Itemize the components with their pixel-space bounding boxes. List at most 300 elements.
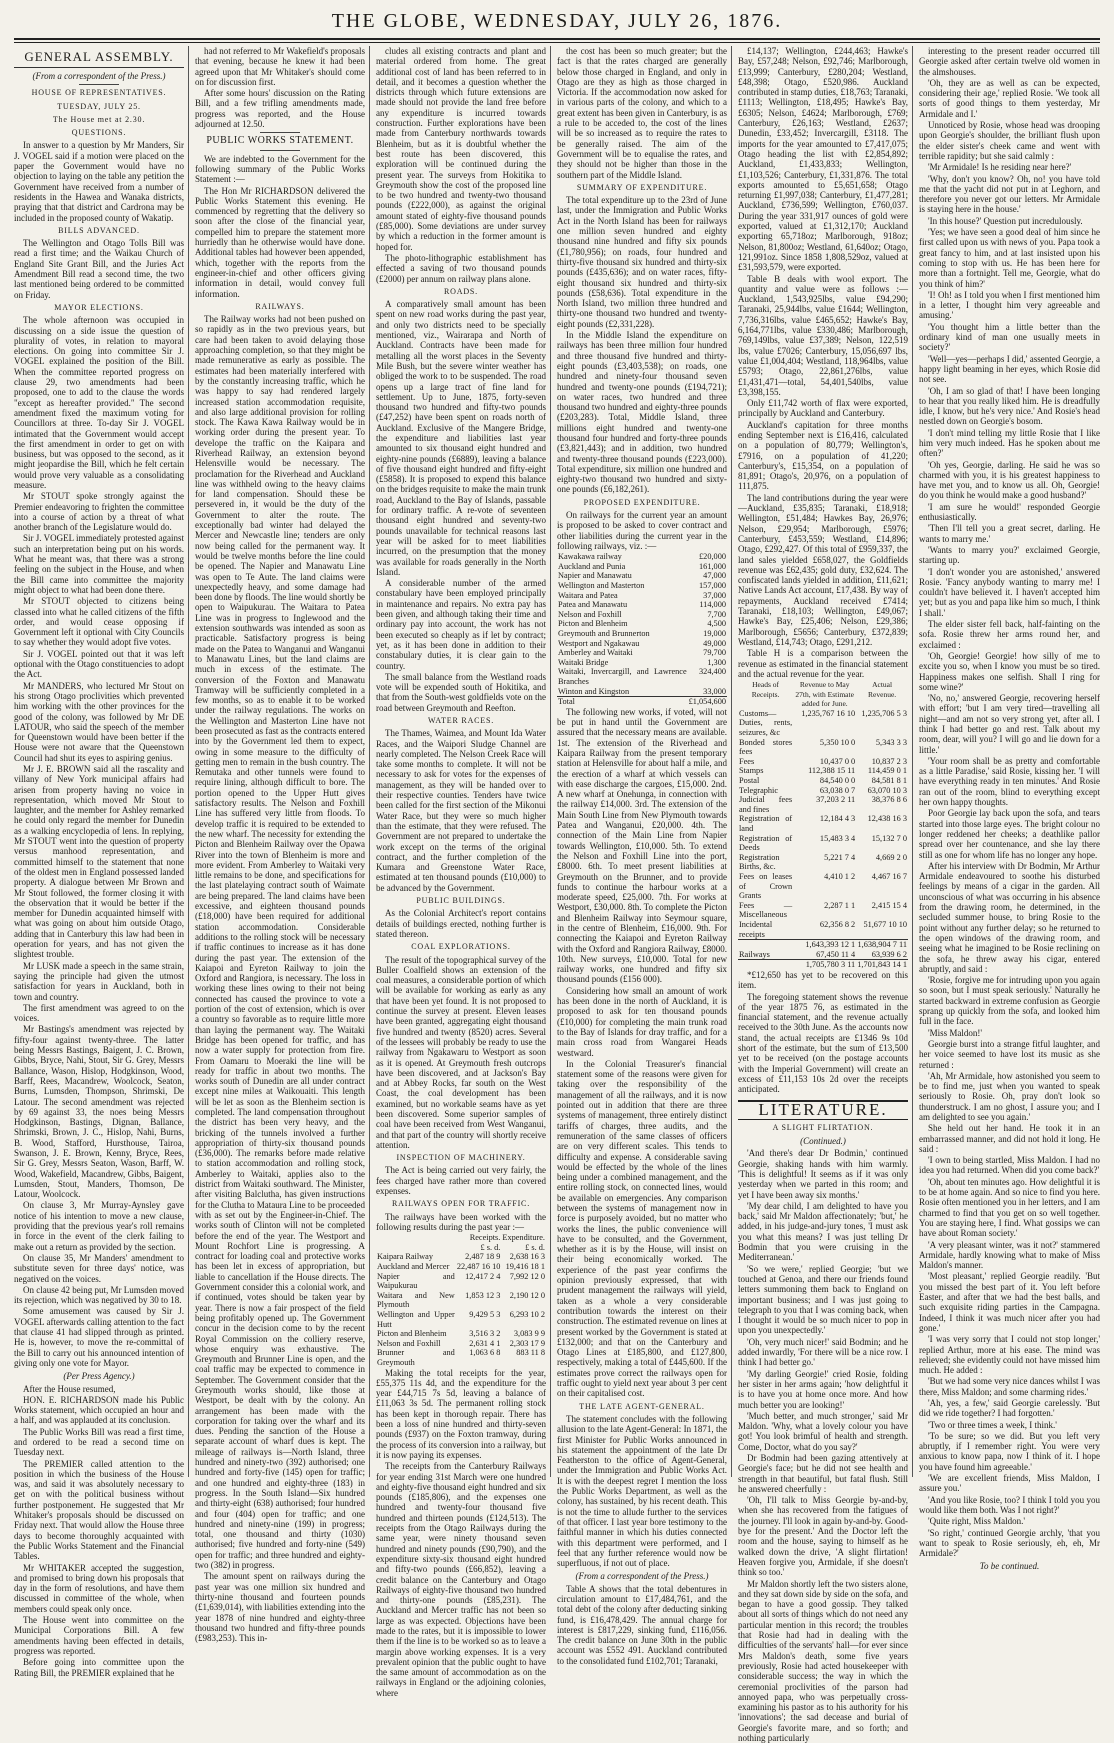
paragraph: Table B deals with wool export. The quantity and value were as follows :—Auckland, 1,543,925lbs, value £94,290; Taranaki, 25,944lbs, value £1644; Wellington, 7,736,316lbs, value £465,652; Hawke's Bay, 6,164,771lbs, value £330,486; Marlborough, 769,149lbs, value £37,389; Nelson, 122,519 lbs, value £7026; Canterbury, 15,056,697 lbs, value £1,004,404; Westland, 118,964lbs, value £5793; Otago, 22,861,276lbs, value £1,431,471—total, 54,401,540lbs, value £3,398,155. (738, 273, 908, 397)
table-cell: Patea and Manawatu (558, 600, 628, 610)
table-cell: Winton and Kingston (558, 686, 630, 696)
table-cell: 2,638 16 3 (509, 1252, 545, 1262)
paragraph: 'I am sure he would!' responded Georgie enthusiastically. (919, 501, 1100, 523)
masthead-title: THE GLOBE, WEDNESDAY, JULY 26, 1876. (331, 10, 783, 32)
table-row (738, 872, 908, 901)
table-row (738, 834, 908, 853)
paragraph: Mr Maldon shortly left the two sisters alone, and they sat down side by side on the sofa, and began to have a good gossip. They talked about all sorts of things which do not need any particular mention in this record; the troubles that Rosie had had in dealing with the difficulties of the servants' hall—for ever since Mrs Maldon's death, some five years previously, Rosie had acted housekeeper with considerable success; the way in which the ceremonial proclivities of the parson had annoyed papa, who was perpetually cross-examining his pastor as to his authority for his 'innovations'; the sad decease and burial of Georgie's favorite mare, and so forth; and nothing particularly (738, 1578, 908, 1743)
paragraph: Poor Georgie lay back upon the sofa, and tears started into those large eyes. The bright colour no longer reddened her cheeks; a deathlike pallor spread over her countenance, and she lay there still as one for whom life has no longer any hope. (919, 808, 1100, 860)
table-cell: Total (557, 697, 688, 707)
table-cell: 2,287 1 1 (824, 900, 856, 910)
separator (260, 132, 300, 133)
paragraph: 'Yes; we have seen a good deal of him since he first called upon us with news of you. Papa took a great fancy to him, and at last insisted upon his coming to stop with us. He has been here for more than a fortnight. Tell me, Georgie, what do you think of him?' (919, 227, 1100, 289)
sub-heading: PROPOSED EXPENDITURE. (583, 497, 701, 507)
table-cell: £20,000 (699, 552, 726, 562)
paragraph: 'Well—yes—perhaps I did,' assented Georgie, a happy light beaming in her eyes, which Rosie did not see. (919, 353, 1100, 385)
paragraph: Mr STOUT objected to citizens being classed into what he called citizens of the fifth order, and would cease opposing if Government left it optional with City Councils to say whether they would adopt five votes. (14, 596, 184, 648)
paragraph: 'Two or three times a week, I think.' (928, 1419, 1057, 1430)
table-row (557, 600, 727, 610)
paragraph: After some hours' discussion on the Rating Bill, and a few trifling amendments made, progress was reported, and the House adjourned at 12.50. (195, 88, 365, 130)
sub-heading: THE LATE AGENT-GENERAL. (579, 1401, 705, 1411)
paragraph: Dr Bodmin had been gazing attentively at Georgie's face; but he did not see health and strength in that beautiful, but fatal flush. Still he answered cheerfully : (738, 1452, 908, 1494)
table-cell: Westport and Ngakawau (558, 638, 640, 648)
paragraph: 'And you like Rosie, too? I think I told you you would like them both. Was I not right?' (919, 1494, 1100, 1515)
source-line: (From a correspondent of the Press.) (575, 1571, 709, 1582)
paragraph: 'Quite right, Miss Maldon.' (928, 1516, 1025, 1527)
table-cell: Registration Births, &c. (739, 852, 780, 872)
paragraph: The receipts from the Canterbury Railways for year ending 31st March were one hundred and eighty-five thousand eight hundred and six pounds (£185,806), and the expenses one hundred and twenty-four thousand five hundred and thirteen pounds (£124,513). The receipts from the Otago Railways during the same year, were ninety thousand seven hundred and ninety pounds (£90,790), and the expenditure sixty-six thousand eight hundred and fifty-two pounds (£66,852), leaving a credit balance on the Canterbury and Otago Railways of eighty-five thousand two hundred and thirty-one pounds (£85,231). The Auckland and Mercer traffic has not been so large as was expected. Objections have been made to the rates, but it is impossible to lower them if the line is to be worked so as to leave a margin above working expenses. It is a very prevalent opinion that the public ought to have the same amount of accommodation as on the railways in England or the adjoining colonies, where (376, 1461, 546, 1698)
table-cell: 5,343 3 3 (875, 737, 907, 747)
paragraph: 'Your room shall be as pretty and comfortable as a little Paradise,' said Rosie, kissing her. 'I will have everything ready in ten minutes.' And Rosie ran out of the room, blind to everything except her own happy thoughts. (919, 755, 1100, 808)
table-cell: Amberley and Waitaki (558, 648, 633, 658)
paragraph: 'Mr Armidale! Is he residing near here?' (928, 162, 1072, 173)
table-cell: Incidental receipts (739, 919, 773, 939)
column-4 (557, 46, 727, 1666)
table-cell: Judicial fees and fines (739, 795, 793, 814)
date-line: TUESDAY, JULY 25. (57, 101, 141, 111)
sub-heading: BILLS ADVANCED. (58, 225, 140, 235)
table-cell: 79,700 (703, 648, 726, 658)
paragraph: Considering how small an amount of work has been done in the north of Auckland, it is proposed to ask for ten thousand pounds (£10,000) for completing the main trunk road to the Bay of Islands for dray traffic, and for a main cross road from Wangarei Heads westward. (557, 985, 727, 1058)
paragraph: She held out her hand. He took it in an embarrassed manner, and did not hold it long. He said : (919, 1123, 1100, 1154)
table-cell: 51,677 10 10 (863, 919, 907, 929)
paragraph: 'We are excellent friends, Miss Maldon, I assure you.' (919, 1473, 1100, 1494)
sub-heading: RAILWAYS. (255, 301, 305, 311)
table-row (557, 571, 727, 581)
table-row (557, 610, 727, 620)
paragraph: In answer to a question by Mr Manders, Sir J. VOGEL said if a motion were placed on the paper the Government would have no objection to laying on the table any petition the Government have received from a number of residents in the Hawea and Wanaka districts, praying that that district and Cardrona may be included in the proposed county of Wakatip. (14, 140, 184, 223)
column-3 (376, 46, 546, 1698)
paragraph: The Railway works had not been pushed on so rapidly as in the two previous years, but care had been taken to avoid delaying those approaching completion, so that they might be made remunerative as early as possible. The estimates had been materially interfered with by the constantly increasing traffic, which he was happy to say had rendered largely increased station accommodation requisite, and also large additional provision for rolling stock. The Kawa Kawa Railway would be in working order during the present year. To develope the traffic on the Kaipara and Riverhead Railway, an extension beyond Helensville would be necessary. The proclamation for the Riverhead and Auckland line was withheld owing to the heavy claims for land compensation. Should these be persevered in, it would be the duty of the Government to alter the route. The exceptionally bad winter had delayed the Mercer and Newcastle line; tenders are only now being called for the permanent way. It would be twelve months before the line could be opened. The Napier and Manawatu Line was open to Te Aute. The land claims were unexpectedly heavy, and some damage had been done by floods. The line would shortly be open to Waipukurau. The Waitara to Patea Line was in progress to Inglewood and the extension southwards was intended as soon as practicable. Satisfactory progress is being made on the Patea to Wanganui and Wanganui to Manawatu Lines, but the land claims are much in excess of the estimate. The conversion of the Foxton and Manawatu Tramway will be sufficiently completed in a few months, so as to enable it to be worked under the railway regulations. The works on the Wellington and Masterton Line have not been prosecuted as fast as the contracts entered into by the Government led them to expect, owing in some measure to the difficulty of getting men to remain in the bush country. The Remutaka and other tunnels were found to require lining, although difficult to bore. The portion opened to the Upper Hutt gives satisfactory results. The Nelson and Foxhill Line has suffered very little from floods. To develop traffic it is required to be extended to the new wharf. The necessity for extending the Picton and Blenheim Railway over the Opawa River into the town of Blenheim is more and more evident. From Amberley to Waitaki very little remains to be done, and specifications for the last platelaying contract south of Waimate are being prepared. The land claims have been excessive, and eighteen thousand pounds (£18,000) have been required for additional station accommodation. Considerable additions to the rolling stock will be necessary if traffic continues to increase as it has done during the past year. The extension of the Kaiapoi and Eyreton Railway to join the Oxford and Rangiora, is necessary. The loss in working these lines owing to their not being connected has caused the province to vote a portion of the cost of extension, which is over a country so favorable as to require little more than laying the permanent way. The Waitaki Bridge has been opened for traffic, and has now a water supply for protection from fire. From Oamaru to Moeraki the line will be ready for traffic in about two months. The works south of Dunedin are all under contract except nine miles at Waikouaiti. This length will be let as soon as the Blenheim section is completed. The land compensation throughout the district has been very heavy, and the bricking of the tunnels involved a further appropriation of thirty-six thousand pounds (£36,000). The remarks before made relative to station accommodation and rolling stock, Amberley to Waitaki, applies also to the district from Waitaki southward. The Minister, after visiting Balclutha, has given instructions for the Clutha to Mataura Line to be proceeded with as set out by the Engineer-in-Chief. The works south of Clinton will not be completed before the end of the year. The Westport and Mount Rochfort Line is progressing. A contract for loading coal and protective works has been let in excess of appropriation, but liable to cancellation if the House directs. The Government consider this a colonial work, and if continued, votes should be taken year by year. There is now a fair prospect of the field being profitably opened up. The Government concur in the decision come to by the recent Royal Commission on the colliery reserve, whose enquiry was exhaustive. The Greymouth and Brunner Line is open, and the coal traffic may be expected to commence in September. The Government consider that the Greymouth works should, like those at Westport, be dealt with by the colony. An arrangement has been made with the corporation for taking over the wharf and its dues. Pending the sanction of the House a separate account of wharf dues is kept. The mileage of railways is—North Island, three hundred and ninety-two (392) authorised; one hundred and forty-five (145) open for traffic; and one hundred and eighty-three (183) in progress. In the South Island—Six hundred and thirty-eight (638) authorised; four hundred and four (404) open for traffic; and one hundred and ninety-nine (199) in progress; total, one thousand and thirty (1030) authorised; five hundred and forty-nine (549) open for traffic; and three hundred and eighty-two (382) in progress. (195, 314, 365, 1571)
paragraph: 'I was very sorry that I could not stop longer,' replied Arthur, more at his ease. The mind was relieved; she evidently could not have missed him much. He added : (919, 1334, 1100, 1376)
paragraph: interesting to the present reader occurred till Georgie asked after certain twelve old women in the almshouses. (919, 46, 1100, 77)
paragraph: A comparatively small amount has been spent on new road works during the past year, and only two districts need to be specially mentioned, viz., Wairarapa and North of Auckland. Contracts have been made for metalling all the worst places in the Seventy Mile Bush, but the severe winter weather has obliged the work to to be suspended. The road opens up a large tract of fine land for settlement. Up to June, 1875, forty-seven thousand two hundred and fifty-two pounds (£47,252) have been spent on roads north of Auckland. Exclusive of the Mangere Bridge, the expenditure and liabilities last year amounted to six thousand eight hundred and eighty-nine pounds (£6889), leaving a balance of five thousand eight hundred and fifty-eight (£5858). It is proposed to expend this balance on the bridges requisite to make the main trunk road, Auckland to the Bay of Islands, passable for ordinary traffic. A re-vote of seventeen thousand eight hundred and seventy-two pounds unavailable for technical reasons last year will be asked for to meet liabilities incurred, on the presumption that the money was available for roads generally in the North Island. (376, 299, 546, 577)
revenue-table (738, 680, 908, 970)
table-total-row (738, 940, 908, 950)
paragraph: 'I own to being startled, Miss Maldon. I had no idea you had returned. When did you come back?' (919, 1155, 1100, 1176)
paragraph: The Public Works Bill was read a first time, and ordered to be read a second time on Tuesday next. (14, 1426, 184, 1458)
table-cell: 63,939 6 2 (871, 949, 907, 959)
table-row (557, 687, 727, 697)
table-header: Heads of Receipts. (751, 680, 780, 699)
paragraph: Sir J. VOGEL immediately protested against such an interpretation being put on his words. What he meant was, that there was a strong feeling on the subject in the House, and when the Bill came into committee the majority might object to what had been done there. (14, 533, 184, 595)
table-cell: 2,190 12 0 (509, 1290, 545, 1300)
paragraph: 'Ah, Mr Armidale, how astonished you seem to be to find me, just when you wanted to speak seriously to Rosie. Oh, pray don't look so thunderstruck. I am no ghost, I assure you; and I am delighted to see you again.' (919, 1070, 1100, 1122)
table-row (376, 1339, 546, 1349)
table-cell: Stamps (739, 766, 764, 776)
table-cell: 4,467 16 7 (871, 871, 907, 881)
sub-heading: HOUSE OF REPRESENTATIVES. (31, 88, 167, 98)
paragraph: Table A shows that the total debentures in circulation amount to £17,484,761, and the total debt of the colony after deducting sinking fund, is £16,478,429. The annual charge for interest is £817,229, sinking fund, £116,056. The credit balance on June 30th in the public account was £552 491. Auckland contributed to the consolidated fund £102,701; Taranaki, (557, 1583, 727, 1666)
table-cell: 19,000 (703, 629, 726, 638)
paragraph: Mr J. E. BROWN said all the rascality and villany of New York municipal affairs had arisen from property having no voice in representation, which moved Mr Stout to laughter, and the member for Ashley remarked he could only regard the member for Dunedin as a walking encyclopedia of lens. In replying, Mr STOUT went into the question of property versus manhood representation, and committed himself to the statement that none of the oldest men in England possessed landed property. A dialogue between Mr Brown and Mr Stout followed, the former closing it with the observation that it would be better if the member for Dunedin acquainted himself with what was going on about him outside Otago, adding that in Canterbury this law had been in operation for years, and has not given the slightest trouble. (14, 764, 184, 960)
table-cell: 3,516 3 2 (469, 1329, 501, 1339)
table-subheader: £ s. d. (480, 1242, 501, 1252)
table-cell: 1,063 6 8 (469, 1348, 501, 1358)
paragraph: 'So we were,' replied Georgie; 'but we touched at Genoa, and there our friends found letters summoning them back to England on important business; and I was just going to telegraph to you that I was coming back, when I thought it would be so much nicer to pop in upon you unexpectedly.' (738, 1263, 908, 1336)
paragraph: 'Why, don't you know? Oh, no! you have told me that the yacht did not put in at Leghorn, and therefore you never got our letters. Mr Armidale is staying here in the house.' (919, 173, 1100, 215)
paragraph: £14,137; Wellington, £244,463; Hawke's Bay, £57,248; Nelson, £92,746; Marlborough, £13,999; Canterbury, £280,204; Westland, £48,398; Otago, £520,986. Auckland contributed in stamp duties, £18,763; Taranaki, £1113; Wellington, £18,495; Hawke's Bay, £6305; Nelson, £4624; Marlborough, £769; Canterbury, £26,163; Westland, £2637; Dunedin, £33,452; Invercargill, £3118. The imports for the year amounted to £7,417,075; Otago heading the list with £2,854,892; Auckland, £1,433,833; Wellington, £1,103,526; Canterbury, £1,331,876. The total exports amounted to £5,651,658; Otago returning £1,997,038; Canterbury, £1,477,281; Auckland, £736,599; Wellington, £760,037. During the year 331,917 ounces of gold were exported, valued at £1,312,170; Auckland exporting 65,718oz; Marlborough, 918oz; Nelson, 81,800oz; Westland, 61,640oz; Otago, 121,991oz. Since 1858 1,808,529oz, valued at £31,593,579, were exported. (738, 46, 908, 273)
paragraph: 'No, no,' answered Georgie, recovering herself with effort; 'but I am very tired—travelling all night—and am not so very strong yet, after all. I think I had better go and rest. Talk about my room, dear, will you? I will go and lie down for a little.' (919, 693, 1100, 755)
table-cell: 1,235,706 5 3 (861, 708, 907, 718)
table-cell: 1,235,767 16 10 (801, 708, 856, 718)
table-cell: 15,132 7 0 (871, 833, 907, 843)
table-header: Revenue to May 27th, with Estimate added for June. (795, 680, 854, 709)
source-line: (From a correspondent of the Press.) (32, 71, 166, 81)
table-cell: 49,000 (703, 638, 726, 648)
table-cell: Wellington and Masterton (558, 581, 645, 591)
table-cell: Kaipara Railway (377, 1252, 433, 1262)
paragraph: 'In this house?' Question put incredulously. (928, 215, 1083, 226)
table-cell: 114,000 (699, 600, 726, 610)
paragraph: We are indebted to the Government for the following summary of the Public Works Statement :— (195, 153, 365, 185)
literature-heading: LITERATURE. (738, 1100, 908, 1119)
table-row (557, 648, 727, 658)
table-cell: 1,643,393 12 1 (793, 940, 856, 950)
paragraph: After his interview with Dr Bodmin, Mr Arthur Armidale endeavoured to soothe his disturbed feelings by means of a cigar in the garden. All unconscious of what was occurring in his absence from the drawing room, he determined, in the secluded summer house, to bring Rosie to the point without any further delay; so he returned to the open windows of the drawing room, and seeing what he imagined to be Rosie reclining on the sofa, he threw away his cigar, entered abruptly, and said : (919, 860, 1100, 974)
paragraph: 'You thought him a little better than the ordinary kind of man one usually meets in society?' (919, 321, 1100, 353)
table-cell: 5,221 7 4 (824, 852, 856, 862)
paragraph: 'Wants to marry you?' exclaimed Georgie, starting up. (919, 544, 1100, 566)
paragraph: 'My dear child, I am delighted to have you back,' said Mr Maldon affectionately; 'but,' he added, in his judge-and-jury tones, 'I must ask you what this means? I was just telling Dr Bodmin that you were cruising in the Mediterranean.' (738, 1200, 908, 1263)
paragraph: 'Oh, I am so glad of that! I have been longing to hear that you really liked him. He is dreadfully idle, I know, but he's very nice.' And Rosie's head nestled down on Georgie's bosom. (919, 385, 1100, 427)
table-cell: 38,376 8 6 (871, 795, 907, 805)
table-cell: 4,410 1 2 (824, 871, 856, 881)
paragraph: cludes all existing contracts and plant and material ordered from home. The great additional cost of land has been referred to in detail, and it becomes a question whether the districts through which future extensions are made should not provide the land free before any expenditure is incurred towards construction. Further explorations have been made from Canterbury northwards towards Blenheim, but as it is doubtful whether the best route has been discovered, this exploration will be continued during the present year. The surveys from Hokitika to Greymouth show the cost of the proposed line to be two hundred and twenty-two thousand pounds (£222,000), as against the original amount stated of eighty-five thousand pounds (£85,000). Some deviations are under survey by which a reduction in the former amount is hoped for. (376, 46, 546, 252)
paragraph: Mr MANDERS, who lectured Mr Stout on his strong Otago proclivities which prevented him working with the other provinces for the good of the colony, was followed by Mr DE LATOUR, who said the speech of the member for Queenstown would have been better if the House were not aware that the Queenstown Council had shut its eyes to aspiring genius. (14, 680, 184, 763)
table-cell: 324,400 (699, 667, 726, 677)
paragraph: The result of the topographical survey of the Buller Coalfield shows an extension of the coal measures, a considerable portion of which will be available for working as early as any that have been yet found. It is not proposed to continue the survey at present. Eleven leases have been granted, aggregating eight thousand five hundred and twenty (8520) acres. Several of the lessees will probably be ready to use the railway from Ngakawaru to Westport as soon as it is opened. At Greymouth fresh outcrops have been discovered, and at Jackson's Bay and at Abbey Rocks, far south on the West Coast, the coal development has been examined, but no workable seams have as yet been discovered. Some superior samples of coal have been received from West Wanganui, and that part of the country will shortly receive attention. (376, 954, 546, 1150)
paragraph: Mr Bastings's amendment was rejected by fifty-four against twenty-three. The latter being Messrs Bastings, Baigent, J. C. Brown, Gibbs, Bryce, Nahi, Stout, Sir G. Grey, Messrs Ballance, Wason, Hislop, Hodgkinson, Wood, Barff, Rees, Macandrew, Woolcock, Seaton, Burns, Lumsden, Thompson, Shrimski, De Latour. The second amendment was rejected by 69 against 33, the noes being Messrs Hodgkinson, Bastings, Dignan, Ballance, Shrimski, Brown, J. C., Hislop, Nahi, Burns, B. Wood, Stafford, Hursthouse, Tairoa, Swanson, J. E. Brown, Kenny, Bryce, Rees, Sir G. Grey, Messrs Seaton, Wason, Barff, W. Wood, Wakefield, Macandrew, Gibbs, Baigent, Lumsden, Stout, Manders, Thomson, De Latour, Woolcock. (14, 1024, 184, 1200)
paragraph: Some amusement was caused by Sir J. VOGEL afterwards calling attention to the fact that clause 41 had slipped through as printed. He is, however, to move the re-committal of the Bill to carry out his announced intention of giving only one vote for Mayor. (14, 1306, 184, 1368)
paragraph: HON. E. RICHARDSON made his Public Works statement, which occupied an hour and a half, and was applauded at its conclusion. (14, 1394, 184, 1426)
paragraph: The foregoing statement shows the revenue of the year 1875 76, as estimated in the financial statement, and the revenue actually received to the 30th June. As the accounts now stand, the actual receipts are £1346 9s 10d short of the estimate, but the sum of £13,500 yet to be received (on the postage accounts with the Imperial Government) will create an excess of £11,153 10s 2d over the receipts anticipated. (738, 991, 908, 1095)
paragraph: 'But we had some very nice dances whilst I was there, Miss Maldon; and some charming rides.' (919, 1376, 1100, 1397)
paragraph: Auckland's capitation for three months ending September next is £16,416, calculated on a population of 80,779; Wellington's, £7916, on a population of 41,220; Canterbury's, £15,354, on a population of 81,891; Otago's, 20,976, on a population of 111,875. (738, 419, 908, 492)
table-row (376, 1348, 546, 1367)
paragraph: The Wellington and Otago Tolls Bill was read a first time; and the Waikau Church of England Site Grant Bill, and the Juries Act Amendment Bill read a second time, the two last mentioned being ordered to be committed on Friday. (14, 238, 184, 300)
table-cell: Waitara and Patea (558, 590, 618, 600)
paragraph: The amount spent on railways during the past year was one million six hundred and thirty-nine thousand and fourteen pounds (£1,639,014), with liabilities extending into the year 1878 of nine hundred and eighty-three thousand two hundred and fifty-three pounds (£983,253). This in- (195, 1571, 365, 1644)
sub-heading: PUBLIC BUILDINGS. (416, 896, 506, 906)
table-subheader: £ s. d. (525, 1242, 545, 1252)
paragraph: 'Rosie, forgive me for intruding upon you again so soon, but I must speak seriously.' Naturally he started backward in extreme confusion as Georgie sprang up quickly from the sofa, and looked him full in the face. (919, 975, 1100, 1027)
paragraph: 'Ah, yes, a few,' said Georgie carelessly. 'But did we ride together? I had forgotten.' (919, 1398, 1100, 1419)
table-total-row (738, 960, 908, 970)
table-cell: Customs—Duties, rents, seizures, &c (739, 708, 793, 738)
masthead (14, 6, 1100, 40)
table-cell: 4,500 (707, 619, 726, 629)
paragraph: 'Oh, very much nicer!' said Bodmin; and he added inwardly, 'For there will be a nice row. I think I had better go.' (738, 1336, 908, 1368)
paragraph: A considerable number of the armed constabulary have been employed principally in maintenance and repairs. No extra pay has been given, and although taking their time and ordinary pay into account, the work has not been executed so cheaply as if let by contract; yet, as it has been done in addition to their constabulary duties, it is clear gain to the country. (376, 578, 546, 671)
table-row (738, 766, 908, 776)
table-cell: 19,416 18 1 (505, 1262, 545, 1272)
paragraph: In the Middle Island the expenditure on railways has been three million four hundred and three thousand five hundred and thirty-eight pounds (£3,403,538); on roads, one hundred and ninety-four thousand seven hundred and twenty-one pounds (£194,721); on water races, two hundred and three thousand two hundred and eighty-three pounds (£203,283). Total, Middle Island, three millions eight hundred and twenty-one thousand four hundred and forty-three pounds (£3,821,443); and in addition, two hundred and twenty-three thousand pounds (£223,000). Total expenditure, six million one hundred and eighty-two thousand two hundred and sixty-one pounds (£6,182,261). (557, 330, 727, 495)
paragraph: 'A very pleasant winter, was it not?' stammered Armidale, hardly knowing what to make of Miss Maldon's manner. (919, 1239, 1100, 1271)
paragraph: Mr WHITAKER accepted the suggestion, and promised to bring down his proposals that day in the form of resolutions, and have them discussed in committee of the whole, when members could speak only once. (14, 1562, 184, 1614)
table-cell: Waitaki Bridge (558, 657, 609, 667)
table-cell: 7,992 12 0 (509, 1271, 545, 1281)
paragraph: On railways for the current year an amount is proposed to be asked to cover contract and other liabilities during the current year in the following railways, viz. :— (557, 510, 727, 551)
table-row (738, 795, 908, 814)
paragraph: The Act is being carried out very fairly, the fees charged have rather more than covered expenses. (376, 1165, 546, 1197)
paragraph: Table H is a comparison between the revenue as estimated in the financial statement and the actual revenue for the year. (738, 648, 908, 679)
paragraph: On clause 3, Mr Murray-Aynsley gave notice of his intention to move a new clause, providing that the previous year's roll remains in force in the event of the clerk failing to make out a return as provided by the section. (14, 1200, 184, 1252)
paragraph: 'And there's dear Dr Bodmin,' continued Georgie, shaking hands with him warmly. 'This is delightful! It seems as if it was only yesterday when we parted in this room; and yet I have been away six months.' (738, 1148, 908, 1200)
table-cell: 1,638,904 7 11 (857, 940, 907, 950)
table-row (738, 950, 908, 960)
table-cell: Postal (739, 776, 760, 786)
table-cell: 67,450 11 4 (816, 949, 856, 959)
table-cell: 112,388 15 11 (808, 766, 856, 776)
paragraph: had not referred to Mr Wakefield's proposals that evening, because he knew it had been agreed upon that Mr Whitaker's should come on for discussion first. (195, 46, 365, 87)
table-cell: Registration of Deeds (739, 833, 793, 853)
table-row (557, 581, 727, 591)
table-cell: Auckland and Mercer (377, 1262, 450, 1272)
table-cell: Waitara and New Plymouth (377, 1290, 455, 1310)
table-cell: Picton and Blenheim (377, 1329, 447, 1339)
paragraph: The total expenditure up to the 23rd of June last, under the Immigration and Public Works Act in the North Island has been for railways one million seven hundred and eighty thousand nine hundred and fifty six pounds (£1,780,956); on roads, four hundred and thirty-five thousand six hundred and thirty-six pounds (£435,636); and on water races, fifty-eight thousand six hundred and thirty-six pounds (£58,636). Total expenditure in the North Island, two million three hundred and thirty-one thousand two hundred and twenty-eight pounds (£2,331,228). (557, 195, 727, 329)
sub-heading: SUMMARY OF EXPENDITURE. (576, 182, 708, 192)
table-row (738, 901, 908, 920)
table-row (557, 658, 727, 668)
table-cell: 10,837 2 3 (871, 756, 907, 766)
sub-heading: RAILWAYS OPEN FOR TRAFFIC. (391, 1199, 530, 1209)
paragraph: The first amendment was agreed to on the voices. (14, 1002, 184, 1024)
table-cell: 2,303 17 9 (509, 1338, 545, 1348)
paragraph: The PREMIER called attention to the position in which the business of the House was, and said it was absolutely necessary to get on with the political business without further postponement. He suggested that Mr Whitaker's proposals should be discussed on Friday next. That would allow the House three days to become thoroughly acquainted with the Public Works Statement and the Financial Tables. (14, 1458, 184, 1562)
table-row (557, 619, 727, 629)
continued-label: (Continued.) (800, 1136, 846, 1147)
table-row (557, 639, 727, 649)
table-cell: 63,070 10 3 (867, 785, 907, 795)
table-cell: Brunner and Greymouth (377, 1348, 455, 1367)
table-cell: 1,705,780 3 11 (793, 960, 856, 970)
paragraph: 'Oh, I'll talk to Miss Georgie by-and-by, when she has recovered from the fatigues of the journey. I'll look in again by-and-by. Good-bye for the present.' And the Doctor left the room and the house, saying to himself as he walked down the drive, 'A slight flirtation! Heaven forgive you, Armidale, if she doesn't think so too.' (738, 1495, 908, 1578)
table-cell: 157,000 (699, 581, 726, 591)
table-cell: 63,038 0 7 (819, 785, 856, 795)
paragraph: 'Oh, Georgie! Georgie! how silly of me to excite you so, when I know you must be so tired. Happiness makes one selfish. Shall I ring for some wine?' (919, 650, 1100, 692)
paragraph: The elder sister fell back, half-fainting on the sofa. Rosie threw her arms round her, and exclaimed : (919, 619, 1100, 650)
table-cell: 3,083 9 9 (513, 1329, 545, 1339)
paragraph: After the House resumed, (23, 1383, 116, 1394)
table-header (376, 1233, 456, 1243)
paragraph: Sir J. VOGEL pointed out that it was left optional with the Otago constituencies to adopt the Act. (14, 648, 184, 680)
table-cell: Napier and Waipukurau (377, 1271, 455, 1291)
table-row (557, 591, 727, 601)
table-row (376, 1329, 546, 1339)
table-cell: Kawakawa railway (558, 552, 622, 562)
table-cell: Nelson and Foxhill (377, 1338, 441, 1348)
paragraph: Unnoticed by Rosie, whose head was drooping upon Georgie's shoulder, the brilliant flush upon the elder sister's cheek came and went with terrible rapidity; but she said calmly : (919, 120, 1100, 161)
table-cell: Fees — Miscellaneous (739, 900, 793, 920)
table-cell: Napier and Manawatu (558, 571, 632, 581)
sub-heading: INSPECTION OF MACHINERY. (396, 1153, 526, 1163)
table-row (376, 1252, 546, 1262)
paragraph: The statement concludes with the following allusion to the late Agent-General: In 1871, the first Minister for Public Works announced in his statement the appointment of the late Dr Featherston to the office of Agent-General, under the Immigration and Public Works Act. It is with the deepest regret I mention the loss the Public Works Department, as well as the colony, has sustained, by his recent death. This is not the time to allude further to the services of that officer. I last year bore testimony to the faithful manner in which his duties connected with this department were performed, and I feel that any further reference would now be superfluous, if not out of place. (557, 1413, 727, 1569)
paragraph: 'Oh, about ten minutes ago. How delightful it is to be at home again. And so nice to find you here. Rosie often mentioned you in her letters, and I am charmed to find that you get on so well together. You are staying here, I find. What gossips we can have about Roman society.' (919, 1176, 1100, 1239)
paragraph: Making the total receipts for the year, £55,375 11s 4d, and the expenditure for the year £44,715 7s 5d, leaving a balance of £11,063 3s 5d. The permanent rolling stock has been kept in thorough repair. There has been a loss of nine hundred and thirty-seven pounds (£937) on the Foxton tramway, during the process of its conversion into a railway, but it is now paying its expenses. (376, 1367, 546, 1460)
column-rule (731, 46, 732, 1477)
column-rule (188, 46, 189, 1477)
table-cell: 6,293 10 2 (509, 1310, 545, 1319)
section-heading: PUBLIC WORKS STATEMENT. (206, 135, 354, 147)
table-cell: Registration of land (739, 814, 793, 834)
paragraph: 'Much better, and much stronger,' said Mr Maldon. 'Why, what a lovely colour you have got! You look brimful of health and strength. Come, Doctor, what do you say?' (738, 1410, 908, 1452)
paragraph: The following new works, if voted, will not be put in hand until the Government are assured that the necessary means are available. 1st. The extension of the Riverhead and Kaipara Railway from the present temporary station at Helensville for about half a mile, and the erection of a wharf at which vessels can with ease discharge the cargoes, £15,000. 2nd. A new wharf at Onehunga, in connection with the railway £14,000. 3rd. The extension of the Main South Line from New Plymouth towards Patea and Wanganui, £20,000. 4th. The connection of the Main Line from Napier towards Wellington, £10,000. 5th. To extend the Nelson and Foxhill Line into the port, £8000. 6th. To meet present liabilities at Greymouth on the Brunner, and to provide funds to continue the harbour works at a moderate speed, £25,000. 7th. For works at Westport, £30,000. 8th. To complete the Picton and Blenheim Railway into Seymour square, in the centre of Blenheim, £16,000. 9th. For connecting the Kaiapoi and Eyreton Railway with the Oxford and Rangiora Railway, £8000. 10th. New surveys, £10,000. Total for new railway works, one hundred and fifty six thousand pounds (£156 000). (557, 706, 727, 985)
railway-results-table (376, 1233, 546, 1367)
table-cell: 15,483 3 4 (819, 833, 856, 843)
paragraph: The House went into committee on the Municipal Corporations Bill. A few amendments having been effected in details, progress was reported. (14, 1615, 184, 1656)
agency-line: (Per Press Agency.) (63, 1371, 135, 1382)
paragraph: Mr LUSK made a speech in the same strain, saying the principle had given the utmost satisfaction for years in Auckland, both in town and country. (14, 960, 184, 1002)
table-cell: £1,054,600 (688, 697, 726, 707)
proposed-expenditure-table (557, 552, 727, 707)
separator (79, 84, 119, 85)
table-row (738, 738, 908, 757)
table-header-row (738, 680, 908, 709)
table-cell: Picton and Blenheim (558, 619, 628, 629)
table-subheader-row (376, 1243, 546, 1253)
table-cell: 1,853 12 3 (465, 1290, 501, 1300)
table-cell: Fees (739, 756, 755, 766)
table-cell: 2,487 18 9 (465, 1252, 501, 1262)
table-row (738, 853, 908, 872)
table-row (557, 629, 727, 639)
column-1 (14, 46, 184, 1678)
sub-heading: COAL EXPLORATIONS. (411, 942, 511, 952)
paragraph: Before going into committee upon the Rating Bill, the PREMIER explained that he (14, 1657, 184, 1678)
table-cell: Telegraphic (739, 785, 779, 795)
paragraph: The photo-lithographic establishment has effected a saving of two thousand pounds (£2000) per annum on railway plans alone. (376, 252, 546, 284)
table-row (557, 562, 727, 572)
table-cell: 883 11 8 (516, 1348, 545, 1358)
paragraph: The land contributions during the year were—Auckland, £35,835; Taranaki, £18,918; Wellington, £51,484; Hawkes Bay, 26,976; Nelson, £29,954; Marlborough, £5976; Canterbury, £453,559; Westland, £14,896; Otago, £292,427. Of this total of £959,337, the land sales yielded £658,027, the Goldfields revenue was £62,435; gold duty, £32,624. The confiscated lands yielded in addition, £11,621; Native Lands Act account, £17,438. By way of repayments, Auckland received £7414; Taranaki, £18,103; Wellington, £49,067; Hawke's Bay, £25,406; Nelson, £29,386; Marlborough, £5656; Canterbury, £372,839; Westland, £14,743; Otago, £291,212. (738, 492, 908, 647)
paragraph: 'Miss Maldon!' (928, 1027, 982, 1038)
columns (14, 46, 1100, 1743)
table-row (557, 667, 727, 686)
table-row (738, 709, 908, 738)
table-row (376, 1291, 546, 1310)
column-rule (369, 46, 370, 1477)
paragraph: 'To be sure; so we did. But you left very abruptly, if I remember right. You were very anxious to know papa, now I think of it. I hope you have found him agreeable.' (919, 1430, 1100, 1472)
table-row (557, 552, 727, 562)
table-cell: 84,540 0 0 (819, 776, 856, 786)
table-row (738, 920, 908, 940)
table-header-row (376, 1233, 546, 1243)
table-row (738, 757, 908, 767)
column-rule (912, 46, 913, 1477)
table-cell: 10,437 0 0 (819, 756, 856, 766)
table-header: Expenditure. (502, 1233, 545, 1243)
paragraph: In the Colonial Treasurer's financial statement some of the reasons were given for taking over the responsibility of the management of all the railways, and it is now pointed out in addition that there are three systems of management, three entirely distinct tariffs of charges, three audits, and the remuneration of the same classes of officers are on very different scales. This tends to difficulty and expense. A considerable saving would be effected by the whole of the lines being under a combined management, and the entire rolling stock, on connected lines, would be available on emergencies. Any comparison between the systems of management now in force is purposely avoided, but no matter who works the lines, the public convenience will have to be consulted, and the Government, whether as it is by the House, will insist on their being economically worked. The experience of the past year confirms the opinion previously expressed, that with prudent management the railways will yield, taken as a whole a very considerable contribution towards the interest on their construction. The estimated revenue on lines at present worked by the Government is stated at £132,000; and that on the Canterbury and Otago Lines at £185,800, and £127,800, respectively, making a total of £445,600. If the estimates prove correct the railways open for traffic ought to yield next year about 3 per cent on their capitalised cost. (557, 1058, 727, 1399)
paragraph: Georgie burst into a strange fitful laughter, and her voice seemed to have lost its music as she returned : (919, 1038, 1100, 1070)
table-cell: 62,356 8 2 (819, 919, 856, 929)
paragraph: 'I! Oh! as I told you when I first mentioned him in a letter, I thought him very agreeable and amusing.' (919, 289, 1100, 321)
masthead-rule (14, 42, 1100, 43)
table-cell: 9,429 5 3 (469, 1310, 501, 1319)
section-heading: GENERAL ASSEMBLY. (14, 49, 184, 68)
table-cell: 5,350 10 0 (819, 737, 856, 747)
paragraph: 'Oh, they are as well as can be expected, considering their age,' replied Rosie. 'We took all sorts of good things to them yesterday, Mr Armidale and I.' (919, 77, 1100, 119)
table-row (376, 1272, 546, 1291)
to-be-continued: To be continued. (979, 1561, 1040, 1572)
table-cell: 12,184 4 3 (819, 814, 856, 824)
table-header: Receipts. (469, 1233, 501, 1243)
table-cell: 2,415 15 4 (871, 900, 907, 910)
paragraph: 'Oh yes, Georgie, darling. He said he was so charmed with you, it is his greatest happiness to have met you, and to know us all. Oh, Georgie! do you think he would make a good husband?' (919, 459, 1100, 501)
table-cell: 84,581 8 1 (871, 776, 907, 786)
table-row (738, 786, 908, 796)
paragraph: On clause 42 being put, Mr Lumsden moved its rejection, which was negatived by 30 to 18. (14, 1284, 184, 1306)
table-cell: 47,000 (703, 571, 726, 581)
table-cell: Wellington and Upper Hutt (377, 1310, 455, 1329)
paragraph: The whole afternoon was occupied in discussing on a side issue the question of plurality of votes, in relation to mayoral elections. On going into committee Sir J. VOGEL explained the position of the Bill. When the committee reported progress on clause 29, two amendments had been proposed, one to add to the clause the words "except as hereafter provided." The second amendment fixed the maximum voting for Councillors at three. To-day Sir J. VOGEL intimated that the Government would accept the first amendment in order to get on with business, but was opposed to the second, as it might jeopardise the Bill, which he felt certain would prove very valuable as a consolidating measure. (14, 315, 184, 490)
table-cell: 12,417 2 4 (465, 1271, 501, 1281)
table-note: *£12,650 has yet to be recovered on this item. (738, 969, 908, 991)
paragraph: Mr STOUT spoke strongly against the Premier endeavoring to frighten the committee into a course of action by a threat of what another branch of the Legislature would do. (14, 491, 184, 533)
paragraph: The Thames, Waimea, and Mount Ida Water Races, and the Waipori Sludge Channel are nearly completed. The Nelson Creek Race will take some months to complete. It will not be necessary to ask for votes for the expenses of management, as they will be handed over to their respective counties. Tenders have twice been called for the first section of the Mikonui Water Race, but they were so much higher than the estimate, that they were refused. The Government are not prepared to undertake the work except on the terms of the original contract, and the further completion of the Kumara and Greenstone Water Race, estimated at ten thousand pounds (£10,000) to be advanced by the Government. (376, 728, 546, 893)
column-rule (550, 46, 551, 1477)
sub-heading: MAYOR ELECTIONS. (54, 302, 144, 312)
sub-heading: The House met at 2.30. (52, 114, 146, 124)
story-title: A SLIGHT FLIRTATION. (772, 1122, 874, 1132)
paragraph: The Hon Mr RICHARDSON delivered the Public Works Statement this evening. He commenced by regretting that the delivery so soon after the close of the financial year, compelled him to prepare the statement more hurriedly than he otherwise would have done. Additional tables had however been appended, which, together with the reports from the engineer-in-chief and other officers giving information in detail, would convey full information. (195, 185, 365, 299)
table-cell: Fees on leases of Crown Grants (739, 871, 793, 901)
table-cell: Bonded stores fees (739, 737, 793, 757)
table-cell: Waitaki, Invercargill, and Lawrence Branches (558, 667, 687, 686)
table-row (376, 1310, 546, 1329)
paragraph: the cost has been so much greater; but the fact is that the rates charged are generally below those charged in England, and only in Otago are they as high as those charged in Victoria. If the accommodation now asked for in various parts of the colony, and which to a great extent has been given in Canterbury, is as a rule to be acceded to, the cost of the lines will be so increased as to require the rates to be generally raised. The aim of the Government will be to equalise the rates, and they should not be higher than those in the southern part of the Middle Island. (557, 46, 727, 180)
table-cell: 1,300 (707, 657, 726, 667)
column-2 (195, 46, 365, 1644)
table-cell: 1,701,843 14 1 (857, 960, 907, 970)
table-total-row (557, 697, 727, 707)
paragraph: 'Most pleasant,' replied Georgie readily. 'But you missed the best part of it. You left before Easter, and after that we had the best balls, and such exquisite riding parties in the Campagna. Indeed, I think it was much nicer after you had gone.' (919, 1271, 1100, 1333)
table-header: Actual Revenue. (868, 680, 897, 699)
table-cell: Auckland and Punia (558, 561, 626, 571)
column-6 (919, 46, 1100, 1572)
sub-heading: QUESTIONS. (71, 128, 127, 138)
paragraph: On clause 35, Mr Manders' amendment to substitute seven for three days' notice, was negatived on the voices. (14, 1252, 184, 1284)
table-cell: 7,700 (707, 609, 726, 619)
table-cell: 2,631 4 1 (469, 1338, 501, 1348)
paragraph: 'My darling Georgie!' cried Rosie, folding her sister in her arms again; 'how delightful it is to have you at home once more. And how much better you are looking!' (738, 1368, 908, 1410)
table-cell: 37,203 2 11 (816, 795, 856, 805)
column-5 (738, 46, 908, 1743)
table-cell: 161,000 (699, 561, 726, 571)
table-row (738, 776, 908, 786)
table-cell: 37,000 (703, 590, 726, 600)
paragraph: 'So right,' continued Georgie archly, 'that you want to speak to Rosie seriously, eh, eh, Mr Armidale?' (919, 1527, 1100, 1559)
table-cell: 33,000 (703, 686, 726, 696)
separator (260, 150, 300, 151)
table-cell: Nelson and Foxhill (558, 609, 622, 619)
table-cell: 114,459 0 1 (867, 766, 907, 776)
paragraph: The railways have been worked with the following results during the past year :— (376, 1211, 546, 1232)
table-cell: Railways (739, 949, 770, 959)
table-cell: 12,438 16 3 (867, 814, 907, 824)
table-cell: 4,669 2 0 (875, 852, 907, 862)
sub-heading: WATER RACES. (427, 716, 495, 725)
paragraph: As the Colonial Architect's report contains details of buildings erected, nothing further is stated thereon. (376, 908, 546, 939)
table-row (376, 1262, 546, 1272)
paragraph: 'Then I'll tell you a great secret, darling. He wants to marry me.' (919, 523, 1100, 544)
paragraph: Only £11,742 worth of flax were exported, principally by Auckland and Canterbury. (738, 398, 908, 419)
table-cell: 22,487 16 10 (456, 1262, 501, 1272)
table-cell: Greymouth and Brunnerton (558, 629, 650, 638)
paragraph: 'I don't wonder you are astonished,' answered Rosie. 'Fancy anybody wanting to marry me! I couldn't have believed it. I haven't accepted him yet; but as you and papa like him so much, I think I shall.' (919, 566, 1100, 618)
